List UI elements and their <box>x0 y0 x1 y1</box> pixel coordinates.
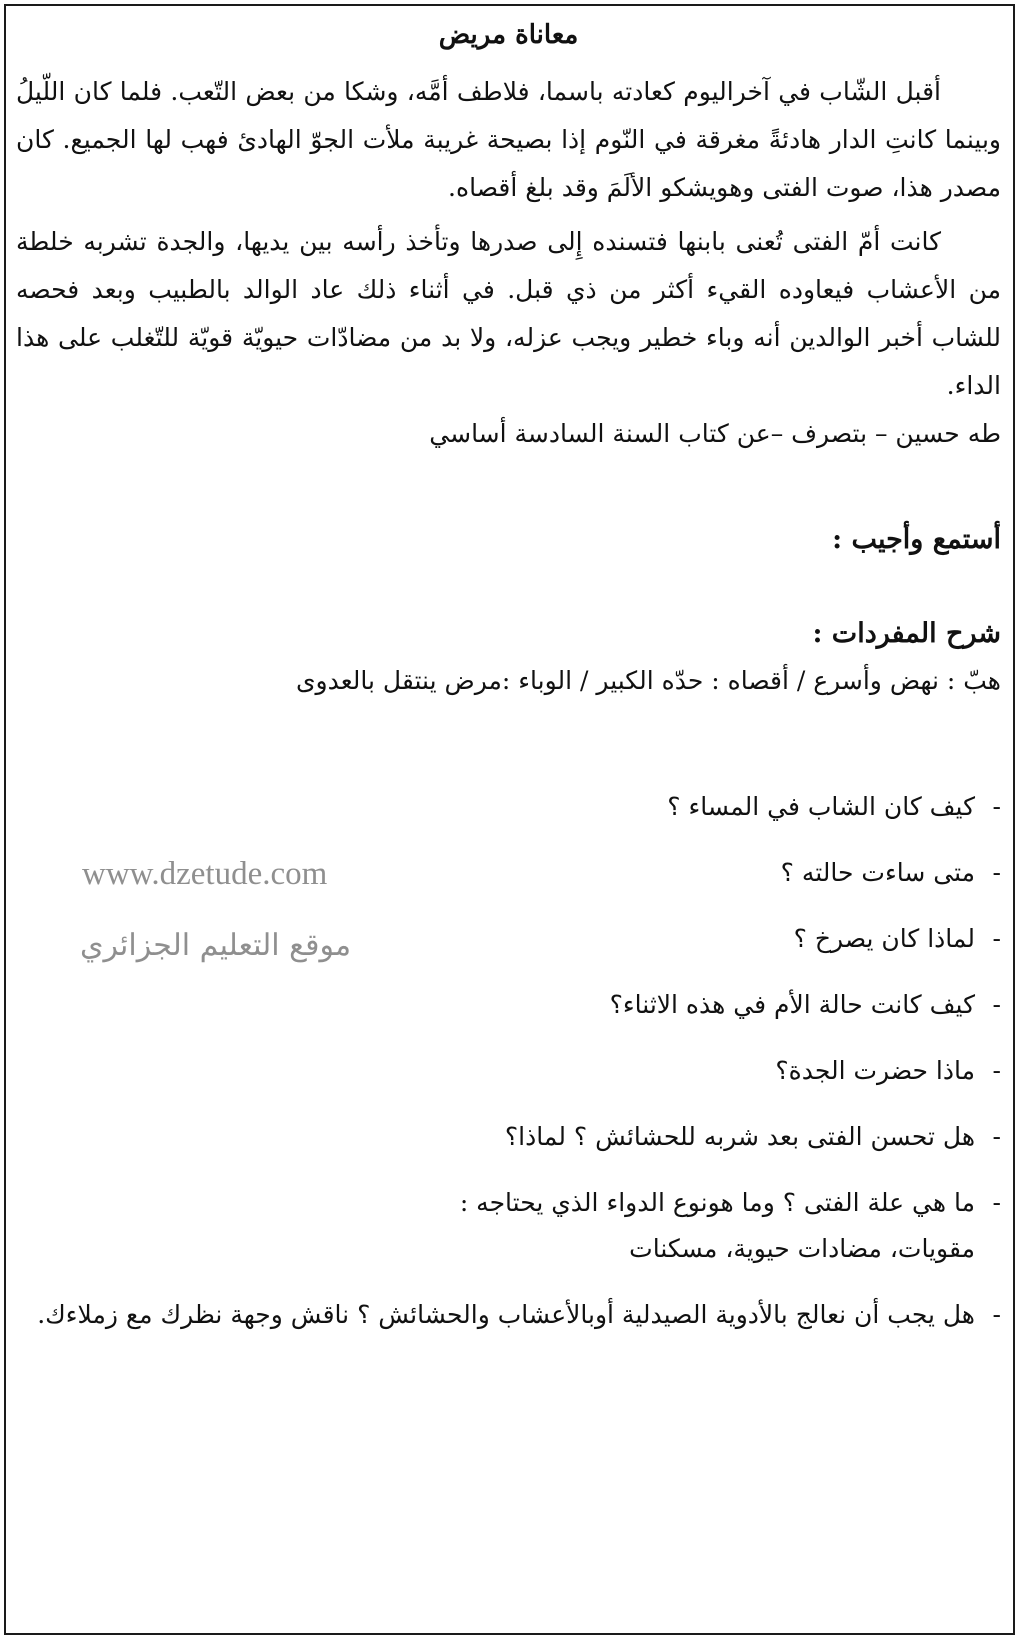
passage-paragraph-2: كانت أمّ الفتى تُعنى بابنها فتسنده إِلى صدرها وتأخذ رأسه بين يديها، والجدة تشربه خلطة من الأعشاب فيعاوده القيء أكثر من ذي قبل. في أثناء ذلك عاد الوالد بالطبيب وبعد فحصه للشاب أخبر الوالدين أنه وباء خطير ويجب عزله، ولا بد من مضادّات حيويّة قويّة للتّغلب على هذا الداء. <box>16 227 1001 400</box>
dash-bullet: - <box>992 990 1001 1019</box>
question-item <box>16 982 1001 1028</box>
question-body <box>16 1180 975 1272</box>
dash-bullet: - <box>992 1056 1001 1085</box>
dash-bullet: - <box>992 1188 1001 1217</box>
watermark-url: www.dzetude.com <box>82 856 328 892</box>
vocabulary-definitions: هبّ : نهض وأسرع / أقصاه : حدّه الكبير / الوباء :مرض ينتقل بالعدوى <box>295 666 1001 695</box>
text-title: معاناة مريض <box>438 20 579 50</box>
question-item <box>16 1180 1001 1272</box>
question-item <box>16 1048 1001 1094</box>
dash-bullet: - <box>992 924 1001 953</box>
watermark-site-name: موقع التعليم الجزائري <box>80 928 352 963</box>
question-item <box>16 1292 1001 1338</box>
dash-bullet: - <box>992 1122 1001 1151</box>
question-text: متى ساءت حالته ؟ <box>780 858 975 887</box>
question-text: ماذا حضرت الجدة؟ <box>775 1056 975 1085</box>
question-options: مقويات، مضادات حيوية، مسكنات <box>629 1234 975 1263</box>
dash-bullet: - <box>992 792 1001 821</box>
question-item <box>16 784 1001 830</box>
passage-paragraph-1: أقبل الشّاب في آخراليوم كعادته باسما، فلاطف أمَّه، وشكا من بعض التّعب. فلما كان اللّيلُ وبينما كانتِ الدار هادئةً مغرقة في النّوم إذا بصيحة غريبة ملأت الجوّ الهادئ فهب لها الجميع. كان مصدر هذا، صوت الفتى وهويشكو الألَمَ وقد بلغ أقصاه. <box>16 77 1001 202</box>
listen-heading: أستمع وأجيب : <box>832 524 1001 555</box>
worksheet <box>16 10 1001 1358</box>
question-text: هل يجب أن نعالج بالأدوية الصيدلية أوبالأعشاب والحشائش ؟ ناقش وجهة نظرك مع زملاءك. <box>37 1300 975 1329</box>
question-text: لماذا كان يصرخ ؟ <box>793 924 975 953</box>
dash-bullet: - <box>992 858 1001 887</box>
question-text: كيف كانت حالة الأم في هذه الاثناء؟ <box>609 990 975 1019</box>
question-text: كيف كان الشاب في المساء ؟ <box>667 792 975 821</box>
dash-bullet: - <box>992 1300 1001 1329</box>
question-item <box>16 1114 1001 1160</box>
passage-source: طه حسين – بتصرف –عن كتاب السنة السادسة أساسي <box>429 419 1001 448</box>
question-text: ما هي علة الفتى ؟ وما هونوع الدواء الذي يحتاجه : <box>459 1188 975 1217</box>
vocabulary-heading: شرح المفردات : <box>812 618 1001 649</box>
question-text: هل تحسن الفتى بعد شربه للحشائش ؟ لماذا؟ <box>504 1122 975 1151</box>
